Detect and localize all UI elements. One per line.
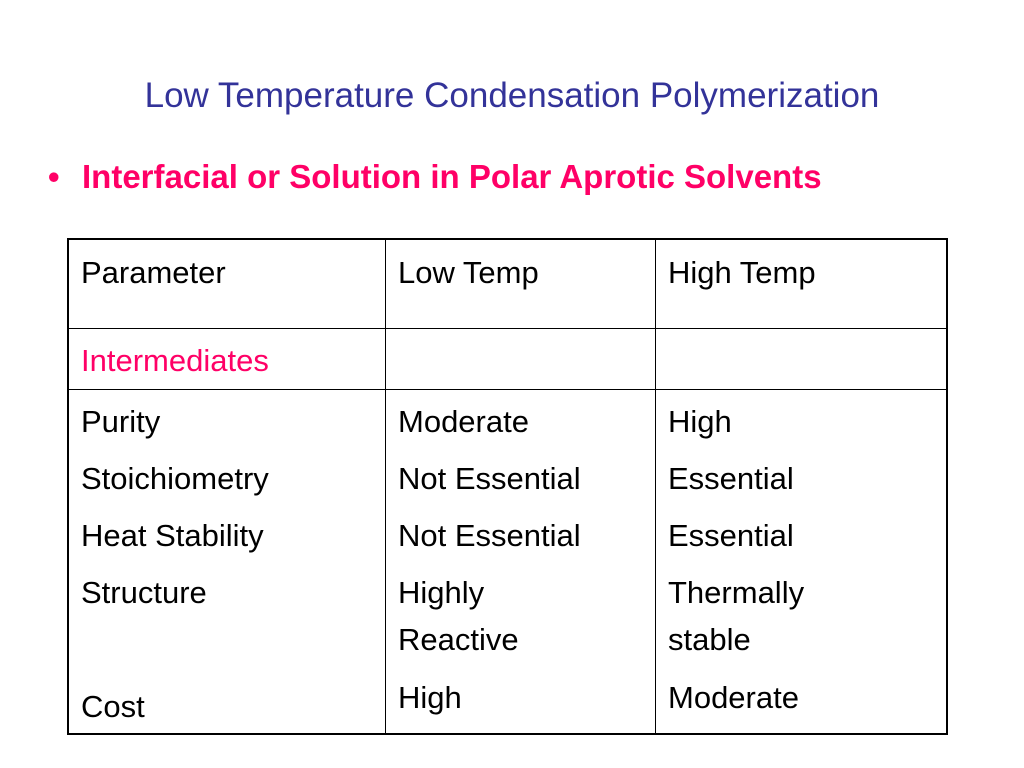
row-divider [69, 328, 946, 329]
high-structure-line2: stable [668, 622, 751, 657]
bullet-text: Interfacial or Solution in Polar Aprotic Solvents [82, 158, 822, 195]
low-structure-line1: Highly [398, 575, 485, 610]
comparison-table [67, 238, 948, 735]
param-cost: Cost [81, 689, 145, 724]
column-divider [385, 240, 386, 733]
row-divider [69, 389, 946, 390]
column-divider [655, 240, 656, 733]
low-cost: High [398, 680, 462, 715]
param-purity: Purity [81, 404, 161, 439]
header-low-temp: Low Temp [398, 255, 539, 290]
header-high-temp: High Temp [668, 255, 816, 290]
bullet-item [48, 155, 822, 199]
high-purity: High [668, 404, 732, 439]
param-heat-stability: Heat Stability [81, 518, 264, 553]
high-heat-stability: Essential [668, 518, 794, 553]
high-structure-line1: Thermally [668, 575, 805, 610]
bullet-dot-icon: • [48, 158, 60, 195]
high-cost: Moderate [668, 680, 799, 715]
param-stoichiometry: Stoichiometry [81, 461, 269, 496]
low-stoichiometry: Not Essential [398, 461, 581, 496]
high-stoichiometry: Essential [668, 461, 794, 496]
header-parameter: Parameter [81, 255, 226, 290]
section-label-intermediates: Intermediates [81, 343, 269, 378]
low-purity: Moderate [398, 404, 529, 439]
low-heat-stability: Not Essential [398, 518, 581, 553]
param-structure: Structure [81, 575, 207, 610]
low-structure-line2: Reactive [398, 622, 519, 657]
slide-title: Low Temperature Condensation Polymerization [144, 76, 880, 115]
